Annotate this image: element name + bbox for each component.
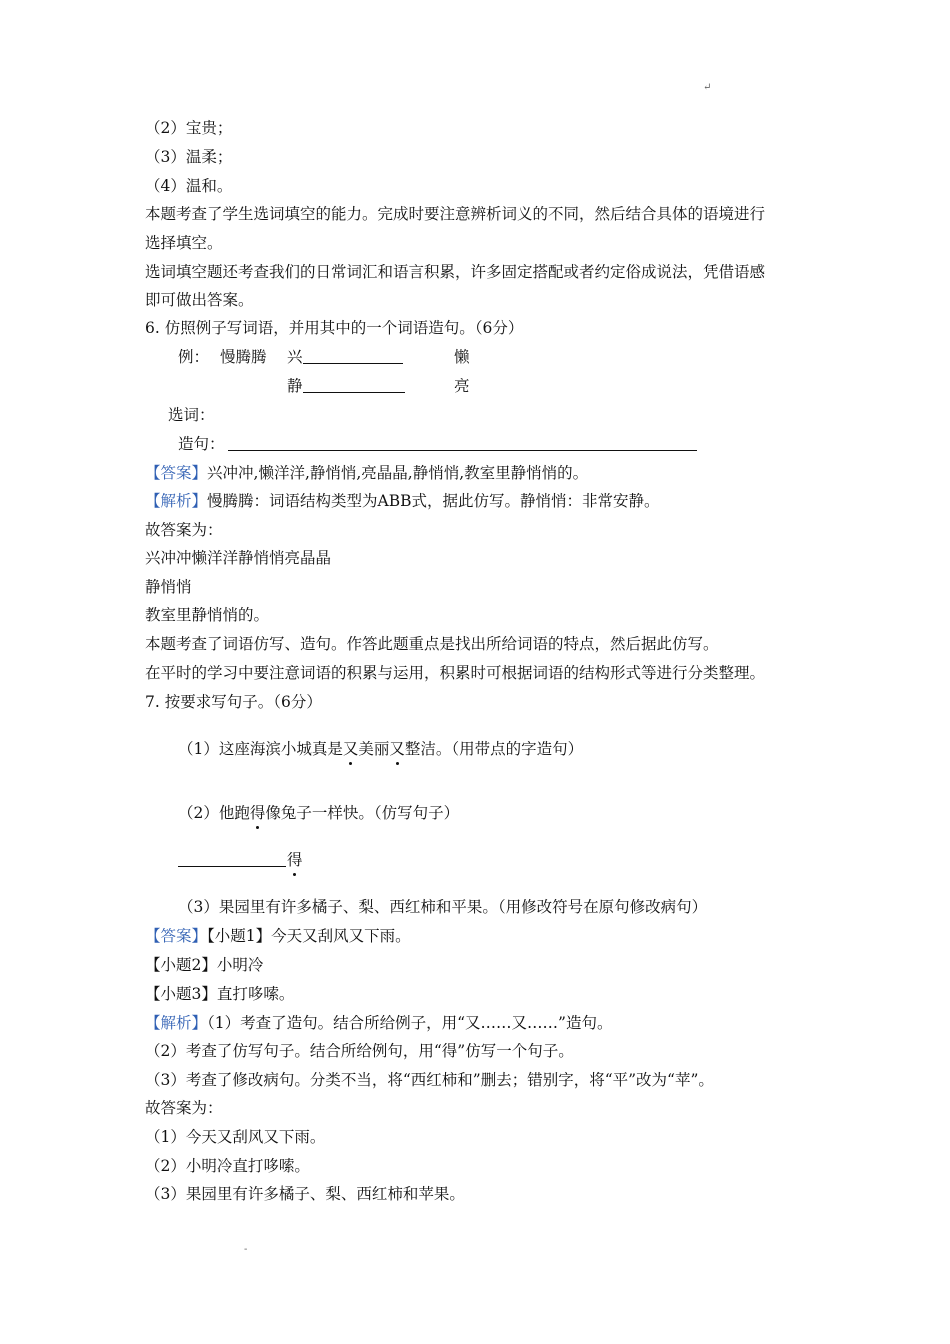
- item-text: （2）他跑: [178, 804, 250, 822]
- result-line: （3）果园里有许多橘子、梨、西红柿和苹果。: [145, 1185, 465, 1203]
- fill-blank: [303, 347, 403, 364]
- result-line: （1）今天又刮风又下雨。: [145, 1128, 326, 1146]
- answer-line: 【小题2】小明冷: [145, 956, 264, 974]
- sentence-item-2: [178, 803, 459, 823]
- answer-line: [145, 463, 588, 483]
- sentence-item-3: （3）果园里有许多橘子、梨、西红柿和平果。（用修改符号在原句修改病句）: [178, 898, 708, 916]
- analysis-line: 即可做出答案。: [145, 291, 254, 309]
- prompt-char: 静: [287, 377, 303, 395]
- result-line: 教室里静悄悄的。: [145, 606, 270, 624]
- answer-line: （4）温和。: [145, 177, 233, 195]
- analysis-line: 本题考查了学生选词填空的能力。完成时要注意辨析词义的不同，然后结合具体的语境进行: [145, 205, 766, 223]
- fill-blank: [303, 376, 405, 393]
- dotted-char: 得: [287, 851, 303, 869]
- analysis-line: [145, 1013, 612, 1033]
- example-label: 例：: [178, 348, 210, 366]
- answer-text: 【小题1】今天又刮风又下雨。: [207, 927, 411, 945]
- sentence-item-1: [178, 739, 583, 759]
- answer-text: 兴冲冲,懒洋洋,静悄悄,亮晶晶,静悄悄,教室里静悄悄的。: [207, 464, 589, 482]
- imitation-blank: [178, 850, 286, 867]
- answer-line: （2）宝贵；: [145, 119, 233, 137]
- dotted-char: 又: [342, 740, 359, 758]
- item-text: 整洁。（用带点的字造句）: [404, 740, 584, 758]
- analysis-line: （2）考查了仿写句子。结合所给例句，用“得”仿写一个句子。: [145, 1042, 574, 1060]
- imitation-char: [287, 850, 303, 870]
- item-text: 美丽: [358, 740, 390, 758]
- analysis-line: 选择填空。: [145, 234, 223, 252]
- result-line: （2）小明冷直打哆嗦。: [145, 1157, 310, 1175]
- choose-label: 选词：: [168, 406, 215, 424]
- question-7-title: 7. 按要求写句子。（6分）: [145, 693, 322, 711]
- item-text: 像兔子一样快。（仿写句子）: [265, 804, 460, 822]
- sentence-blank: [228, 434, 697, 451]
- prompt-char: 懒: [454, 348, 470, 366]
- analysis-line: 选词填空题还考查我们的日常词汇和语言积累，许多固定搭配或者约定俗成说法，凭借语感: [145, 263, 766, 281]
- paragraph-mark: -: [244, 1244, 248, 1255]
- question-6-title: 6. 仿照例子写词语，并用其中的一个词语造句。（6分）: [145, 319, 524, 337]
- paragraph-mark: ↵: [703, 82, 712, 93]
- sentence-label: 造句：: [178, 435, 225, 453]
- result-label: 故答案为：: [145, 1099, 223, 1117]
- answer-line: （3）温柔；: [145, 148, 233, 166]
- result-label: 故答案为：: [145, 521, 223, 539]
- dotted-char: 又: [389, 740, 405, 758]
- dotted-char: 得: [249, 804, 266, 822]
- prompt-char: 亮: [454, 377, 470, 395]
- analysis-line: [145, 491, 660, 511]
- analysis-tag: 【解析】: [145, 1014, 208, 1032]
- analysis-text: （1）考查了造句。结合所给例子，用“又……又……”造句。: [207, 1014, 613, 1032]
- prompt-char: 兴: [287, 348, 303, 366]
- answer-tag: 【答案】: [145, 927, 208, 945]
- answer-line: 【小题3】直打哆嗦。: [145, 985, 295, 1003]
- result-line: 静悄悄: [145, 578, 192, 596]
- note-line: 在平时的学习中要注意词语的积累与运用，积累时可根据词语的结构形式等进行分类整理。: [145, 664, 766, 682]
- note-line: 本题考查了词语仿写、造句。作答此题重点是找出所给词语的特点，然后据此仿写。: [145, 635, 719, 653]
- example-word: 慢腾腾: [220, 348, 267, 366]
- result-line: 兴冲冲懒洋洋静悄悄亮晶晶: [145, 549, 332, 567]
- analysis-line: （3）考查了修改病句。分类不当，将“西红柿和”删去；错别字，将“平”改为“苹”。: [145, 1071, 714, 1089]
- item-text: （1）这座海滨小城真是: [178, 740, 343, 758]
- answer-tag: 【答案】: [145, 464, 208, 482]
- analysis-tag: 【解析】: [145, 492, 208, 510]
- answer-line: [145, 926, 411, 946]
- analysis-text: 慢腾腾：词语结构类型为ABB式，据此仿写。静悄悄：非常安静。: [207, 492, 660, 510]
